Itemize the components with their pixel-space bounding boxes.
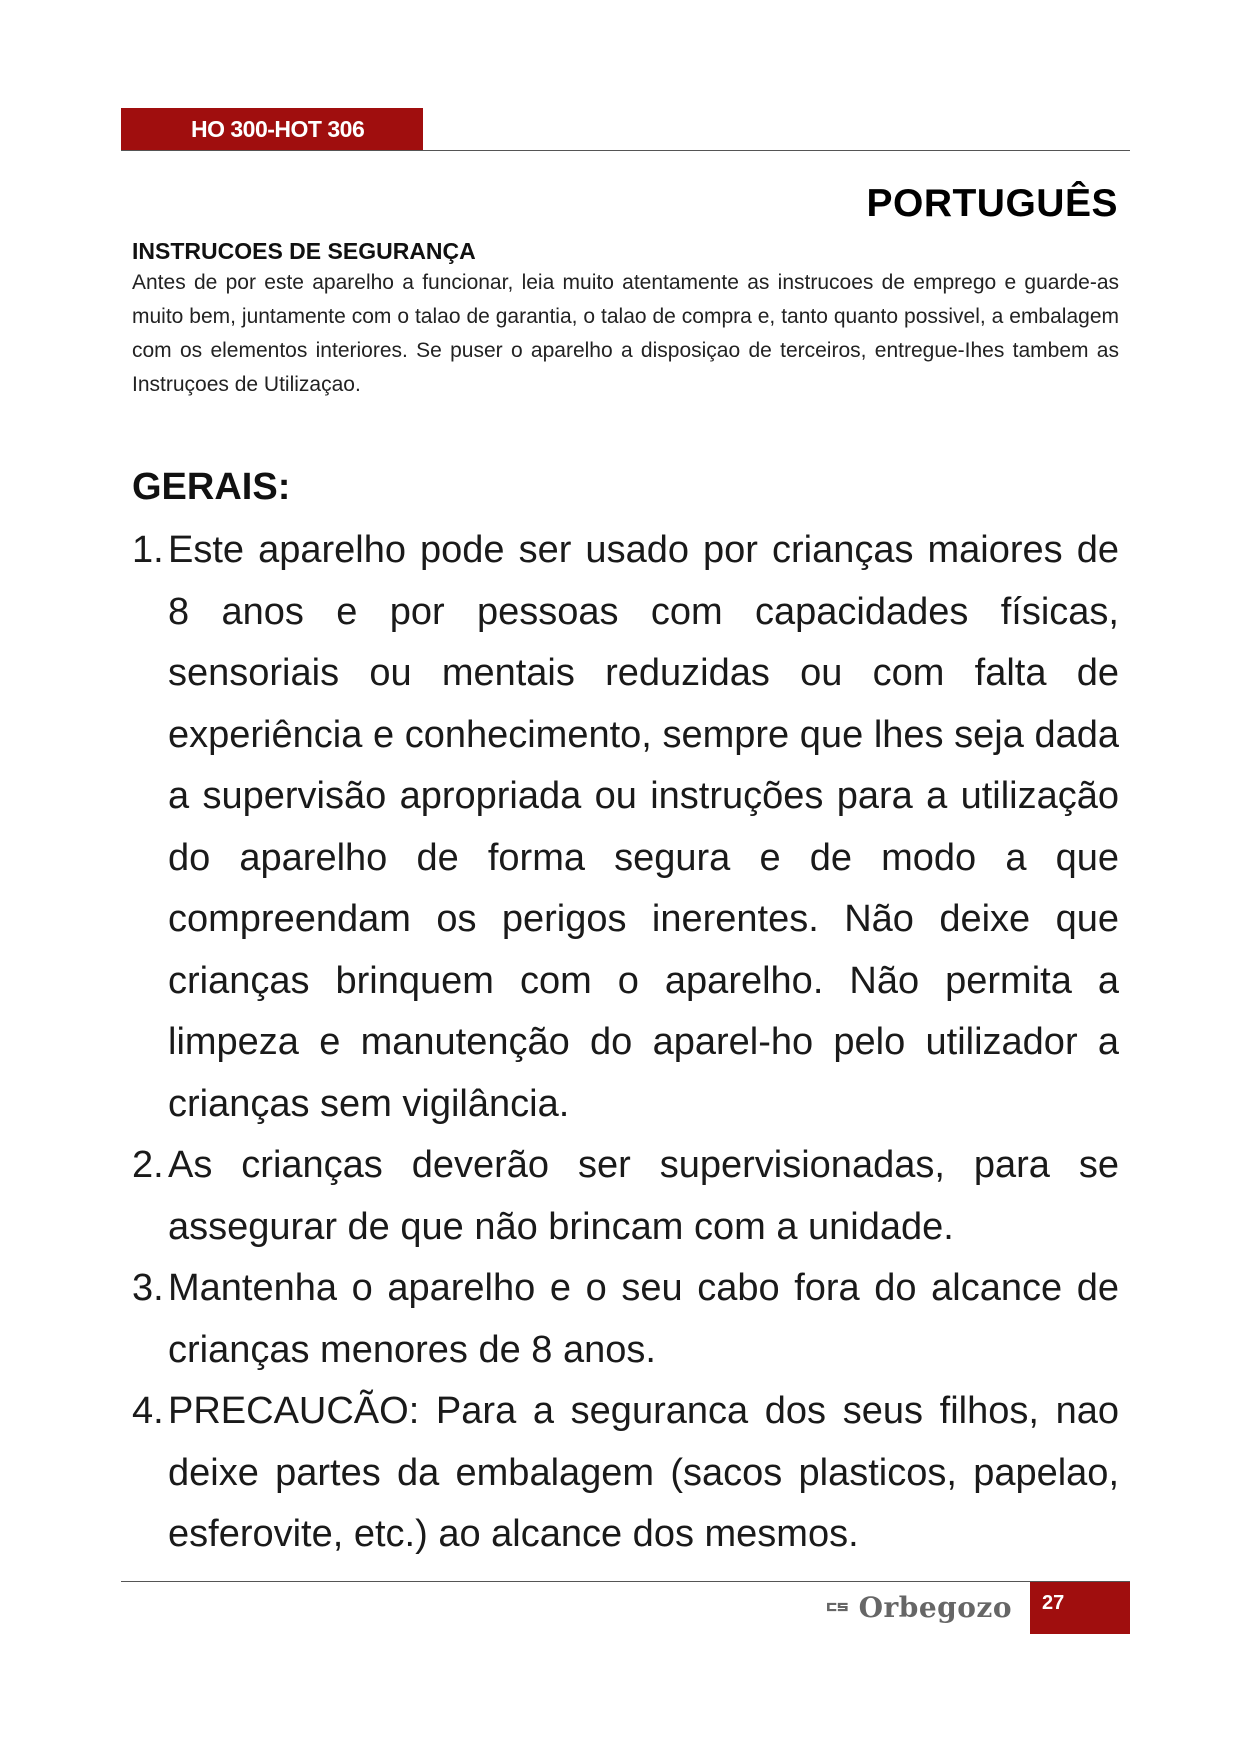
list-item bbox=[132, 520, 1119, 1135]
list-item-text: PRECAUCÃO: Para a seguranca dos seus filhos, nao deixe partes da embalagem (sacos plasticos, papelao, esferovite, etc.) ao alcance dos mesmos. bbox=[168, 1390, 1119, 1555]
list-item-text: Mantenha o aparelho e o seu cabo fora do alcance de crianças menores de 8 anos. bbox=[168, 1267, 1119, 1371]
list-item bbox=[132, 1135, 1119, 1258]
general-section-title: GERAIS: bbox=[132, 466, 291, 508]
list-item bbox=[132, 1258, 1119, 1381]
list-item bbox=[132, 1381, 1119, 1566]
footer-divider bbox=[121, 1581, 1130, 1582]
list-item-number: 3. bbox=[132, 1267, 164, 1309]
header-divider bbox=[121, 150, 1130, 151]
brand-logo bbox=[826, 1590, 1012, 1624]
brand-mark-icon bbox=[826, 1595, 849, 1619]
page-number: 27 bbox=[1042, 1592, 1065, 1614]
list-item-number: 4. bbox=[132, 1390, 164, 1432]
header-model-bar bbox=[121, 108, 423, 150]
model-label: HO 300-HOT 306 bbox=[191, 116, 365, 142]
general-rules-list bbox=[132, 520, 1119, 1566]
list-item-text: As crianças deverão ser supervisionadas, para se assegurar de que não brincam com a unidade. bbox=[168, 1144, 1119, 1248]
brand-name: Orbegozo bbox=[858, 1590, 1012, 1624]
language-title: PORTUGUÊS bbox=[866, 182, 1118, 225]
list-item-text: Este aparelho pode ser usado por crianças maiores de 8 anos e por pessoas com capacidades físicas, sensoriais ou mentais reduzidas ou com falta de experiência e conhecimento, sempre que lhes seja dada a supervisão apropriada ou instruções para a utilização do aparelho de forma segura e de modo a que compreendam os perigos inerentes. Não deixe que crianças brinquem com o aparelho. Não permita a limpeza e manutenção do aparel-ho pelo utilizador a crianças sem vigilância. bbox=[168, 529, 1119, 1125]
list-item-number: 2. bbox=[132, 1144, 164, 1186]
safety-instructions-text: Antes de por este aparelho a funcionar, leia muito atentamente as instrucoes de emprego e guarde-as muito bem, juntamente com o talao de garantia, o talao de compra e, tanto quanto possivel, a embalagem com os elementos interiores. Se puser o aparelho a disposiçao de terceiros, entregue-Ihes tambem as Instruçoes de Utilizaçao. bbox=[132, 271, 1119, 396]
page-number-box bbox=[1030, 1582, 1130, 1634]
safety-instructions-title: INSTRUCOES DE SEGURANÇA bbox=[132, 238, 476, 264]
list-item-number: 1. bbox=[132, 529, 164, 571]
